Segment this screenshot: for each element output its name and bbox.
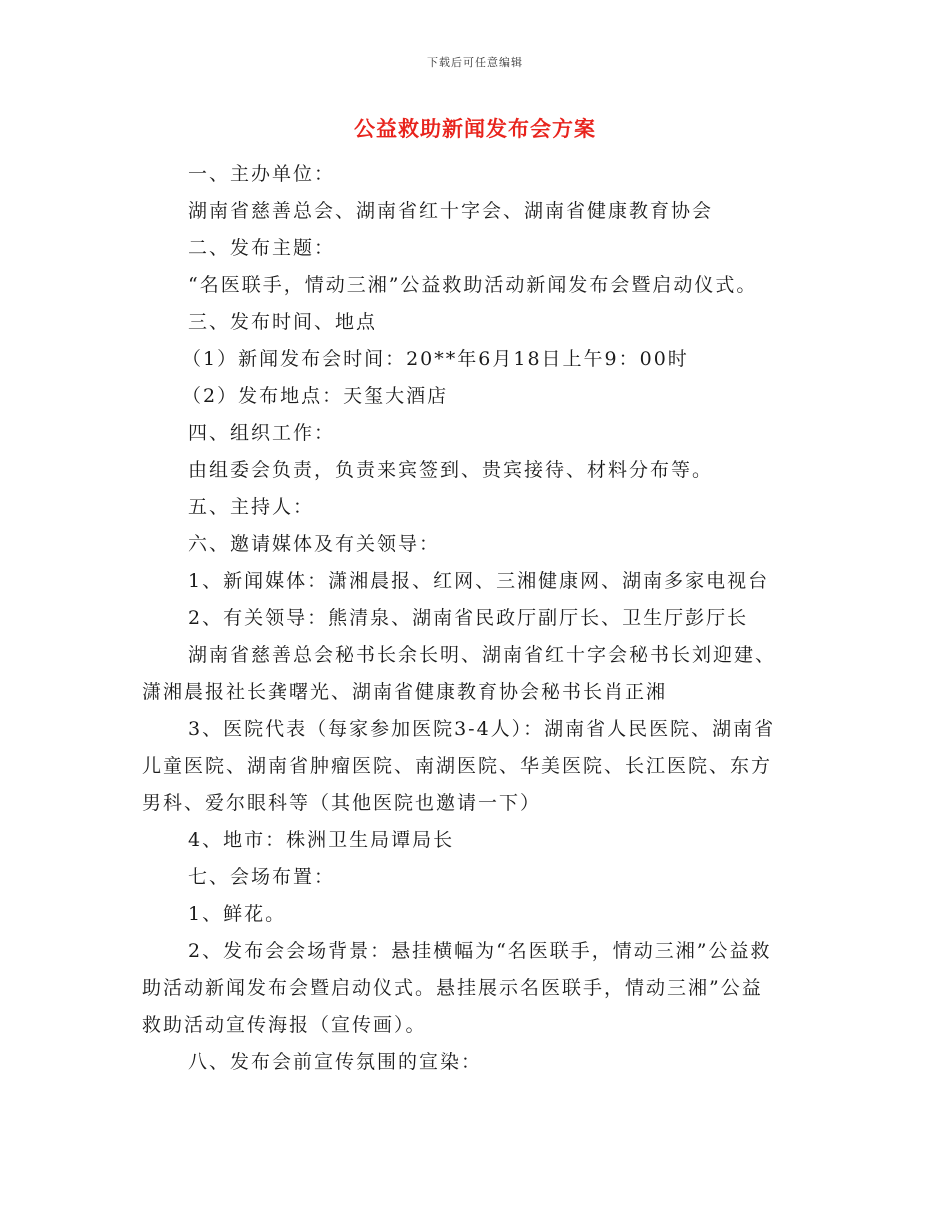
- section-heading-organizer: 一、主办单位：: [188, 163, 336, 185]
- section-heading-publicity: 八、发布会前宣传氛围的宣染：: [188, 1051, 483, 1073]
- paragraph-line: “名医联手，情动三湘”公益救助活动新闻发布会暨启动仪式。: [188, 274, 758, 296]
- document-body: [142, 156, 810, 1081]
- paragraph-line: 2、发布会会场背景：悬挂横幅为“名医联手，情动三湘”公益救: [188, 940, 772, 962]
- paragraph-line: （1）新闻发布会时间：20**年6月18日上午9：00时: [182, 348, 689, 370]
- section-heading-invitations: 六、邀请媒体及有关领导：: [188, 533, 441, 555]
- paragraph-line: （2）发布地点：天玺大酒店: [182, 385, 449, 407]
- paragraph-line: 1、鲜花。: [188, 903, 287, 925]
- section-heading-host: 五、主持人：: [188, 496, 315, 518]
- paragraph-line: 救助活动宣传海报（宣传画）。: [142, 1014, 427, 1036]
- paragraph-line: 潇湘晨报社长龚曙光、湖南省健康教育协会秘书长肖正湘: [142, 681, 668, 703]
- paragraph-line: 1、新闻媒体：潇湘晨报、红网、三湘健康网、湖南多家电视台: [188, 570, 770, 592]
- section-heading-theme: 二、发布主题：: [188, 237, 336, 259]
- paragraph-line: 2、有关领导：熊清泉、湖南省民政厅副厅长、卫生厅彭厅长: [188, 607, 749, 629]
- paragraph-line: 3、医院代表（每家参加医院3-4人）：湖南省人民医院、湖南省: [188, 718, 776, 740]
- document-title: 公益救助新闻发布会方案: [354, 116, 596, 141]
- paragraph-line: 湖南省慈善总会秘书长余长明、湖南省红十字会秘书长刘迎建、: [188, 644, 777, 666]
- section-heading-organization: 四、组织工作：: [188, 422, 336, 444]
- paragraph-line: 儿童医院、湖南省肿瘤医院、南湖医院、华美医院、长江医院、东方: [142, 755, 773, 777]
- paragraph-line: 湖南省慈善总会、湖南省红十字会、湖南省健康教育协会: [188, 200, 714, 222]
- paragraph-line: 4、地市：株洲卫生局谭局长: [188, 829, 455, 851]
- page-header-note: 下载后可任意编辑: [427, 56, 523, 69]
- section-heading-venue: 七、会场布置：: [188, 866, 336, 888]
- paragraph-line: 由组委会负责，负责来宾签到、贵宾接待、材料分布等。: [188, 459, 714, 481]
- section-heading-time-place: 三、发布时间、地点: [188, 311, 378, 333]
- paragraph-line: 助活动新闻发布会暨启动仪式。悬挂展示名医联手，情动三湘”公益: [142, 977, 763, 999]
- paragraph-line: 男科、爱尔眼科等（其他医院也邀请一下）: [142, 792, 542, 814]
